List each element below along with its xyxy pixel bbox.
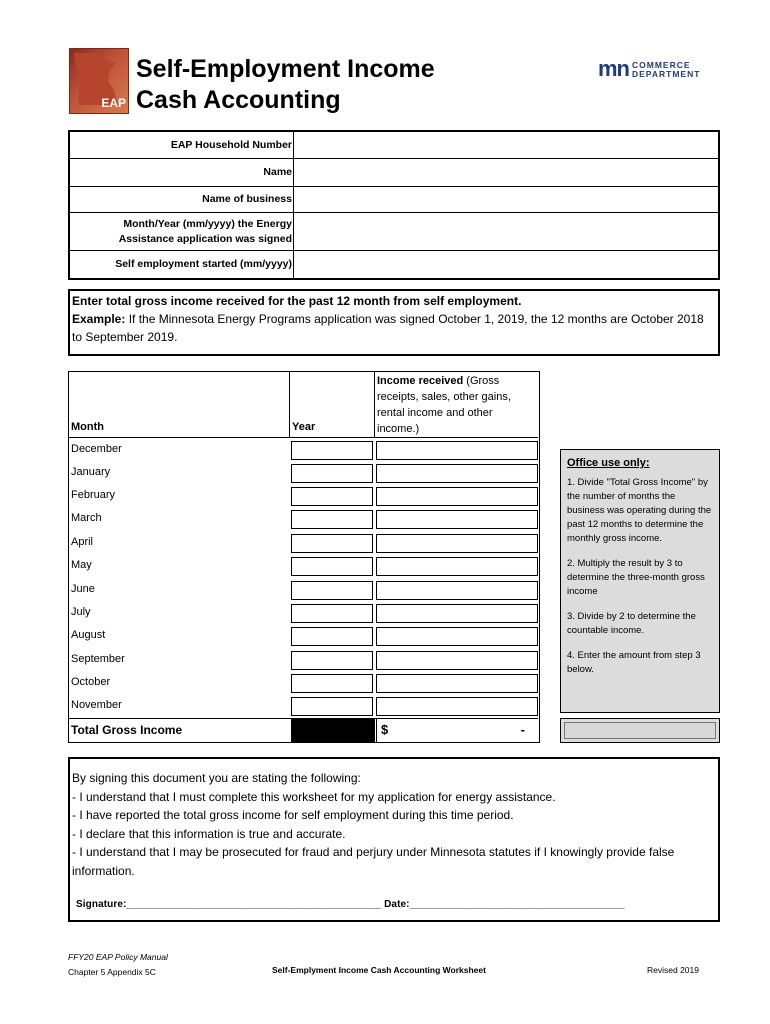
income-input[interactable] (376, 604, 538, 623)
page-title (136, 54, 435, 116)
income-input[interactable] (376, 651, 538, 670)
footer-chapter: Chapter 5 Appendix 5C (68, 967, 156, 977)
total-year-blocked-cell (291, 719, 375, 742)
year-input[interactable] (291, 441, 373, 460)
self-employment-start-row (70, 251, 718, 278)
income-input[interactable] (376, 557, 538, 576)
declaration-item: - I have reported the total gross income for self employment during this time period. (72, 808, 514, 822)
month-label: April (71, 536, 94, 548)
footer-manual-name: FFY20 EAP Policy Manual (68, 952, 168, 962)
household-info-table (68, 130, 720, 280)
instruction-box (68, 289, 720, 356)
month-label: July (71, 606, 91, 618)
commerce-logo-line2: DEPARTMENT (632, 69, 701, 79)
declaration-item: - I understand that I may be prosecuted for fraud and perjury under Minnesota statutes if I knowingly provide false information. (72, 845, 675, 878)
year-input[interactable] (291, 697, 373, 716)
table-row (69, 485, 538, 508)
commerce-logo-line1: COMMERCE (632, 60, 691, 70)
month-label: December (71, 443, 122, 455)
eap-logo (69, 48, 129, 114)
table-row (69, 602, 538, 625)
application-date-row (70, 213, 718, 251)
year-input[interactable] (291, 534, 373, 553)
income-input[interactable] (376, 487, 538, 506)
office-step-4: 4. Enter the amount from step 3 below. (567, 650, 701, 675)
declaration-box (68, 757, 720, 922)
income-column-header (377, 373, 537, 437)
year-input[interactable] (291, 651, 373, 670)
table-row (69, 439, 538, 462)
total-currency-symbol: $ (381, 722, 389, 737)
column-divider (289, 372, 290, 438)
eap-logo-text: EAP (101, 96, 126, 110)
declaration-intro: By signing this document you are stating the following: (72, 771, 361, 785)
footer-worksheet-title: Self-Emplyment Income Cash Accounting Worksheet (272, 965, 486, 975)
footer-revised: Revised 2019 (647, 965, 699, 975)
year-input[interactable] (291, 581, 373, 600)
table-row (69, 508, 538, 531)
year-input[interactable] (291, 557, 373, 576)
month-label: September (71, 653, 125, 665)
office-result-box (560, 718, 720, 743)
month-column-header: Month (71, 421, 104, 433)
year-input[interactable] (291, 604, 373, 623)
income-header-bold: Income received (377, 375, 464, 387)
office-result-input[interactable] (564, 722, 716, 739)
mn-logo-mark: mn (598, 56, 629, 81)
month-label: May (71, 559, 92, 571)
month-label: February (71, 489, 116, 501)
name-row (70, 159, 718, 187)
office-use-title: Office use only: (567, 457, 650, 469)
income-input[interactable] (376, 627, 538, 646)
total-gross-income-cell (376, 719, 539, 742)
household-number-label: EAP Household Number (170, 138, 292, 151)
month-label: June (71, 583, 95, 595)
income-input[interactable] (376, 441, 538, 460)
month-label: January (71, 466, 111, 478)
household-number-input[interactable] (293, 132, 718, 158)
year-column-header: Year (292, 421, 316, 433)
income-header-rest: (Gross receipts, sales, other gains, rental income and other income.) (377, 375, 511, 435)
table-row (69, 462, 538, 485)
self-employment-start-label: Self employment started (mm/yyyy) (115, 258, 292, 270)
page-title-line2: Cash Accounting (136, 86, 341, 114)
table-row (69, 695, 538, 718)
footer-manual-reference (68, 950, 168, 980)
business-name-label: Name of business (202, 193, 292, 205)
year-input[interactable] (291, 487, 373, 506)
table-row (69, 672, 538, 695)
signature-date-line[interactable]: Signature:_____________________________________________ Date:______________________________________ (76, 899, 625, 910)
declaration-item: - I understand that I must complete this worksheet for my application for energy assistance. (72, 789, 556, 804)
household-number-row (70, 132, 718, 159)
office-use-box (560, 449, 720, 713)
name-input[interactable] (293, 159, 718, 186)
month-label: October (71, 676, 111, 688)
table-row (69, 625, 538, 648)
total-gross-income-value: - (520, 722, 525, 737)
month-label: August (71, 629, 106, 641)
income-input[interactable] (376, 510, 538, 529)
income-input[interactable] (376, 581, 538, 600)
office-step-2: 2. Multiply the result by 3 to determine the three-month gross income (567, 558, 705, 597)
business-name-row (70, 187, 718, 213)
commerce-department-logo (598, 56, 701, 81)
income-table (68, 371, 540, 743)
total-row (69, 718, 538, 742)
application-date-label: Month/Year (mm/yyyy) the Energy Assistance application was signed (118, 217, 292, 245)
year-input[interactable] (291, 464, 373, 483)
income-input[interactable] (376, 674, 538, 693)
total-gross-income-label: Total Gross Income (71, 723, 183, 737)
year-input[interactable] (291, 510, 373, 529)
table-row (69, 555, 538, 578)
table-row (69, 579, 538, 602)
income-input[interactable] (376, 697, 538, 716)
table-row (69, 649, 538, 672)
self-employment-start-input[interactable] (293, 251, 718, 278)
commerce-logo-text (632, 61, 700, 79)
income-input[interactable] (376, 534, 538, 553)
example-text: If the Minnesota Energy Programs application was signed October 1, 2019, the 12 months are October 2018 to September 2019. (72, 312, 704, 344)
application-date-input[interactable] (293, 213, 718, 250)
declaration-item: - I declare that this information is true and accurate. (72, 826, 346, 841)
month-label: November (71, 699, 122, 711)
year-input[interactable] (291, 627, 373, 646)
instruction-text: Enter total gross income received for the past 12 month from self employment. (72, 294, 522, 308)
month-label: March (71, 512, 102, 524)
name-label: Name (263, 166, 292, 178)
year-input[interactable] (291, 674, 373, 693)
income-input[interactable] (376, 464, 538, 483)
business-name-input[interactable] (293, 187, 718, 212)
example-label: Example: (72, 312, 126, 326)
office-step-3: 3. Divide by 2 to determine the countable income. (567, 611, 696, 636)
table-row (69, 532, 538, 555)
office-step-1: 1. Divide "Total Gross Income" by the number of months the business was operating during the past 12 months to determine the monthly gross income. (567, 477, 712, 544)
header-divider (69, 437, 538, 438)
column-divider (374, 372, 375, 438)
page-title-line1: Self-Employment Income (136, 55, 435, 83)
